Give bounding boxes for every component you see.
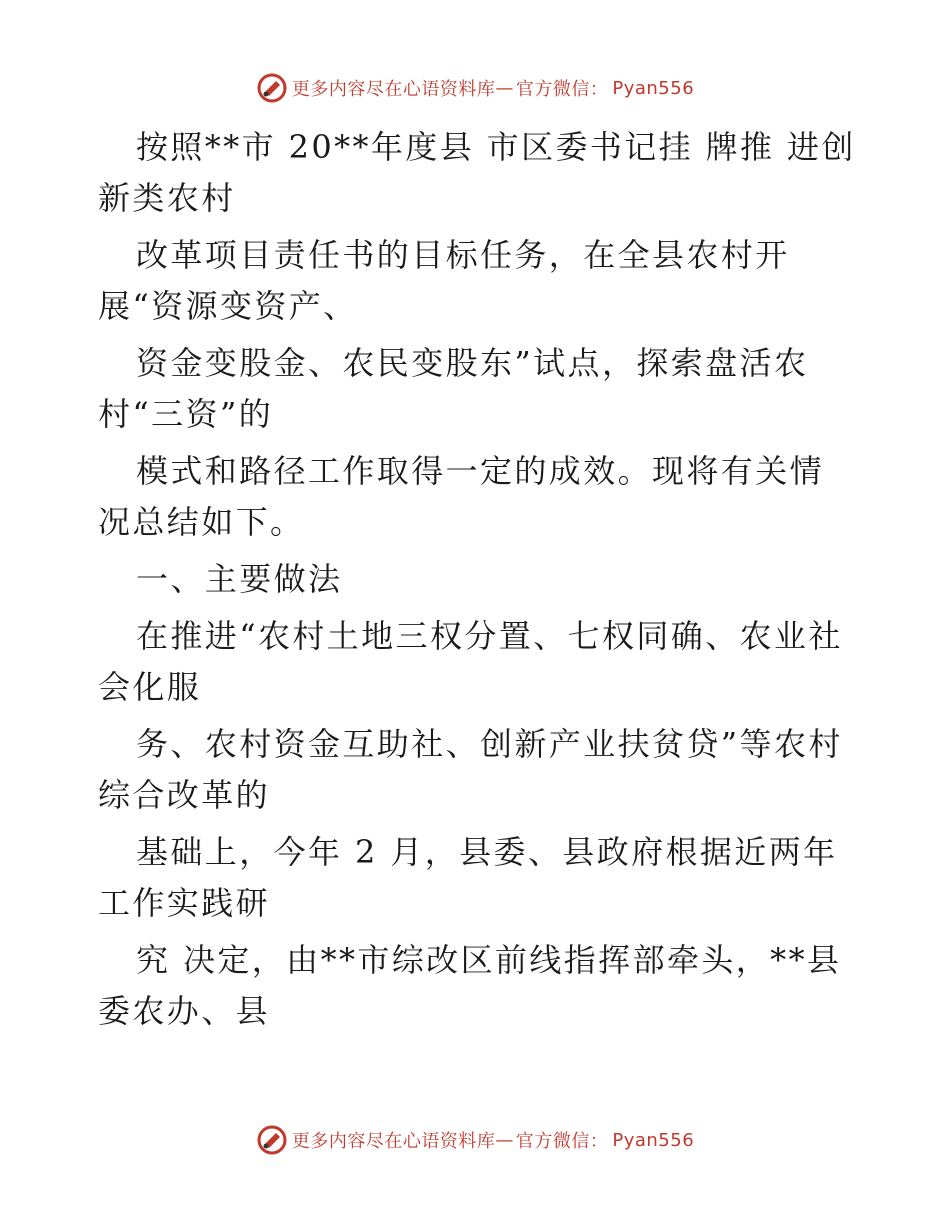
paragraph: 在推进“农村土地三权分置、七权同确、农业社会化服 [98, 617, 843, 706]
document-body [98, 122, 858, 1043]
wechat-id: Pyan556 [612, 1129, 695, 1151]
paragraph: 务、农村资金互助社、创新产业扶贫贷”等农村综合改革的 [98, 725, 843, 814]
footer-watermark [0, 1124, 950, 1156]
brand-logo-icon [256, 72, 288, 104]
paragraph: 按照**市 20**年度县 市区委书记挂 牌推 进创新类农村 [98, 128, 856, 217]
separator: — [495, 1129, 514, 1151]
site-name: 更多内容尽在心语资料库 [291, 1131, 496, 1152]
wechat-label: 官方微信： [515, 1131, 609, 1152]
separator: — [495, 77, 514, 99]
wechat-label: 官方微信： [515, 79, 609, 100]
paragraph: 模式和路径工作取得一定的成效。现将有关情况总结如下。 [98, 452, 825, 541]
paragraph: 究 决定，由**市综改区前线指挥部牵头，**县委农办、县 [98, 941, 842, 1030]
paragraph: 改革项目责任书的目标任务，在全县农村开展“资源变资产、 [98, 236, 790, 325]
paragraph: 基础上，今年 2 月，县委、县政府根据近两年工作实践研 [98, 833, 838, 922]
site-name: 更多内容尽在心语资料库 [291, 79, 496, 100]
paragraph: 资金变股金、农民变股东”试点，探索盘活农村“三资”的 [98, 344, 809, 433]
section-heading: 一、主要做法 [136, 560, 343, 598]
header-watermark [0, 72, 950, 104]
brand-logo-icon [256, 1124, 288, 1156]
wechat-id: Pyan556 [612, 77, 695, 99]
